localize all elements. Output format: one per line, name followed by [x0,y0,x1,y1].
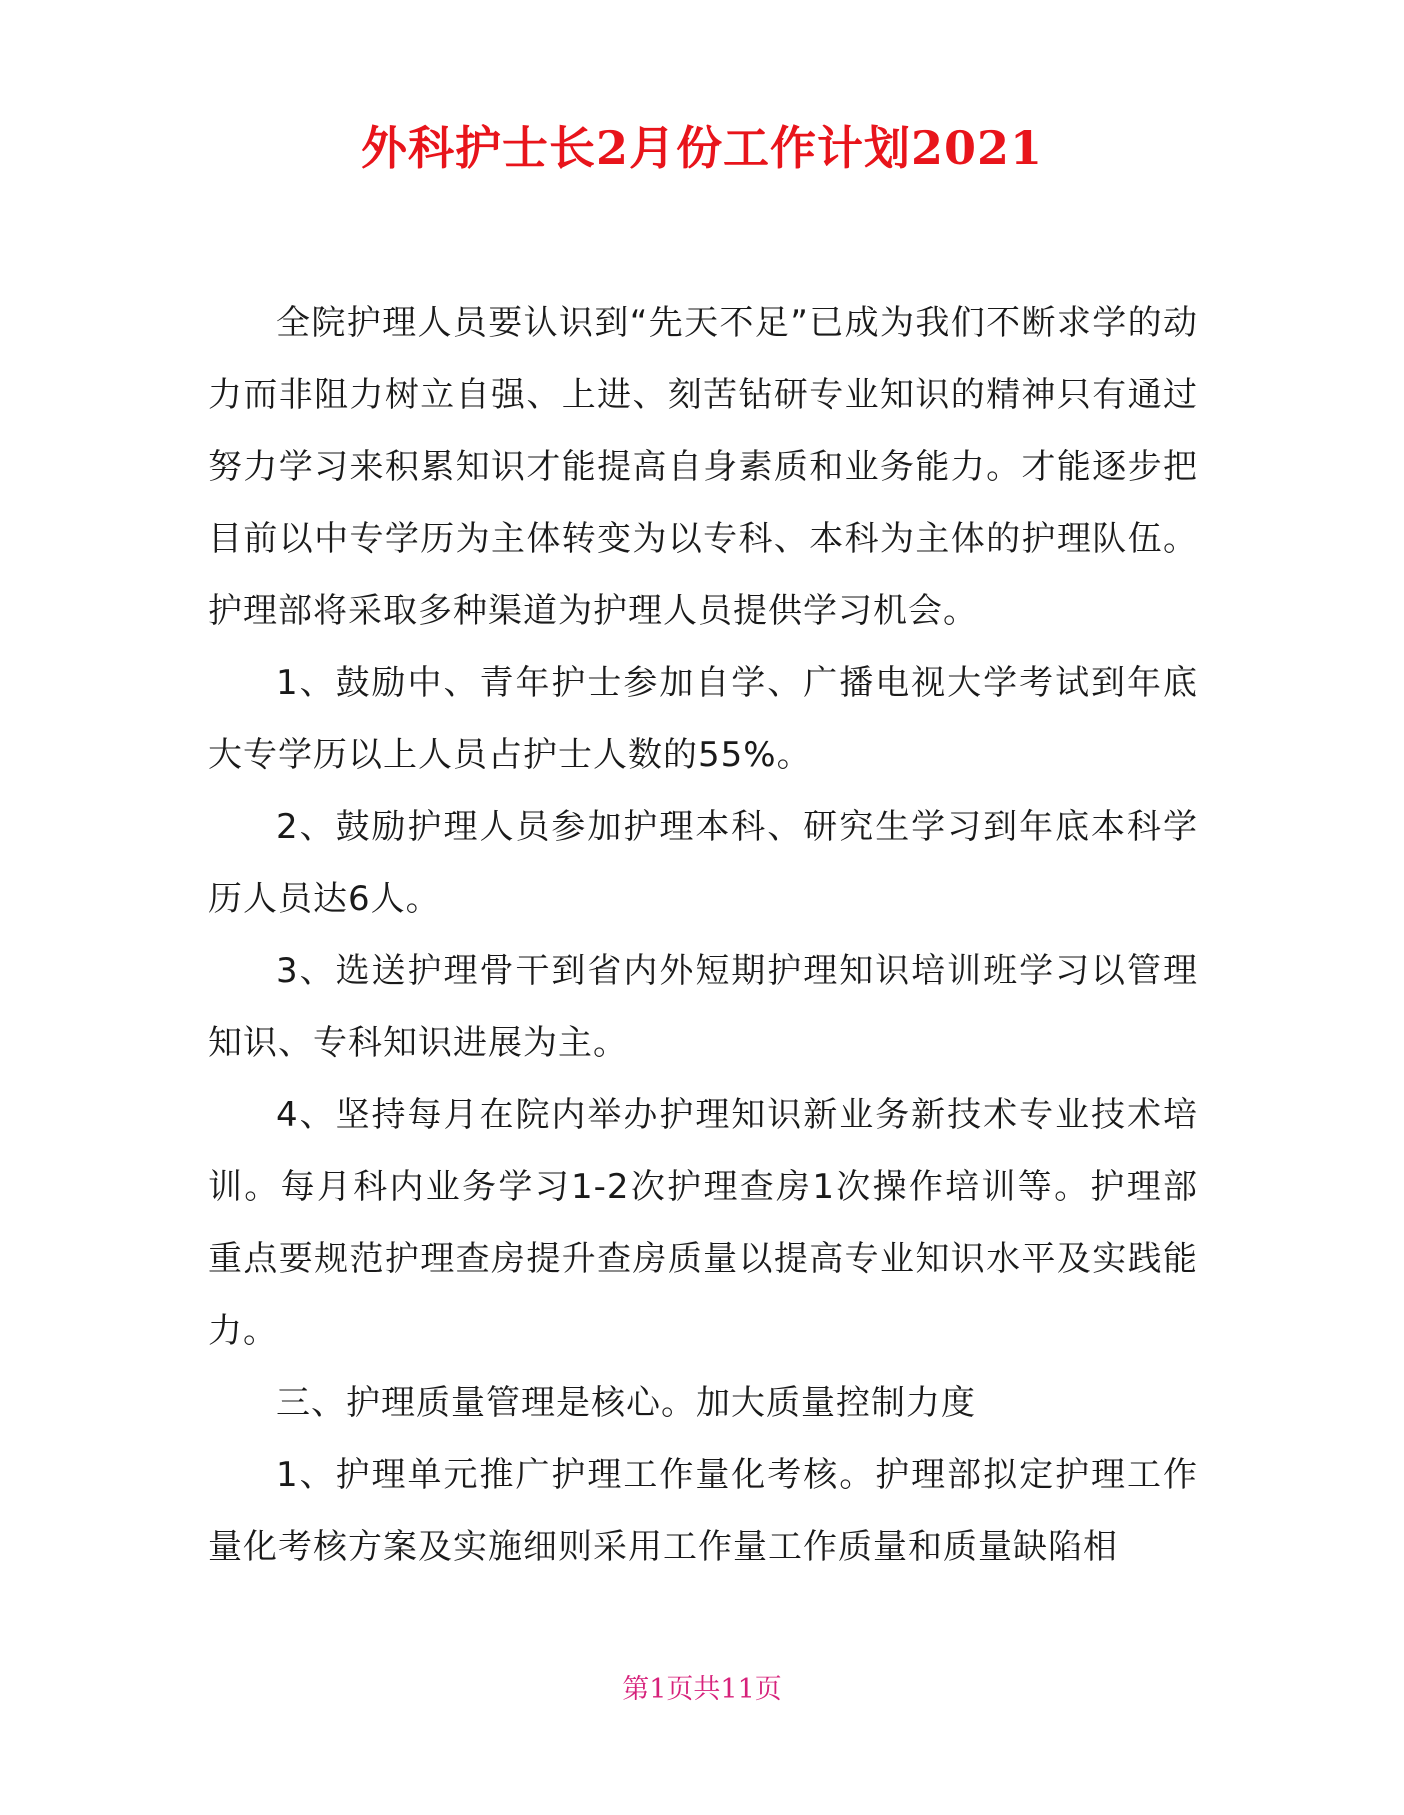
document-title: 外科护士长2月份工作计划2021 [360,121,1044,175]
paragraph: 3、选送护理骨干到省内外短期护理知识培训班学习以管理知识、专科知识进展为主。 [208,951,1198,1063]
page-footer: 第1页共11页 [622,1674,782,1705]
paragraph: 1、鼓励中、青年护士参加自学、广播电视大学考试到年底大专学历以上人员占护士人数的55%。 [208,663,1198,775]
paragraph: 4、坚持每月在院内举办护理知识新业务新技术专业技术培训。每月科内业务学习1-2次护理查房1次操作培训等。护理部重点要规范护理查房提升查房质量以提高专业知识水平及实践能力。 [208,1095,1198,1351]
paragraph: 2、鼓励护理人员参加护理本科、研究生学习到年底本科学历人员达6人。 [208,807,1198,919]
document-body [208,287,1198,1583]
paragraph: 全院护理人员要认识到“先天不足”已成为我们不断求学的动力而非阻力树立自强、上进、刻苦钻研专业知识的精神只有通过努力学习来积累知识才能提高自身素质和业务能力。才能逐步把目前以中专学历为主体转变为以专科、本科为主体的护理队伍。护理部将采取多种渠道为护理人员提供学习机会。 [208,303,1198,631]
paragraph: 1、护理单元推广护理工作量化考核。护理部拟定护理工作量化考核方案及实施细则采用工作量工作质量和质量缺陷相 [208,1455,1198,1567]
section-heading: 三、护理质量管理是核心。加大质量控制力度 [276,1383,976,1423]
